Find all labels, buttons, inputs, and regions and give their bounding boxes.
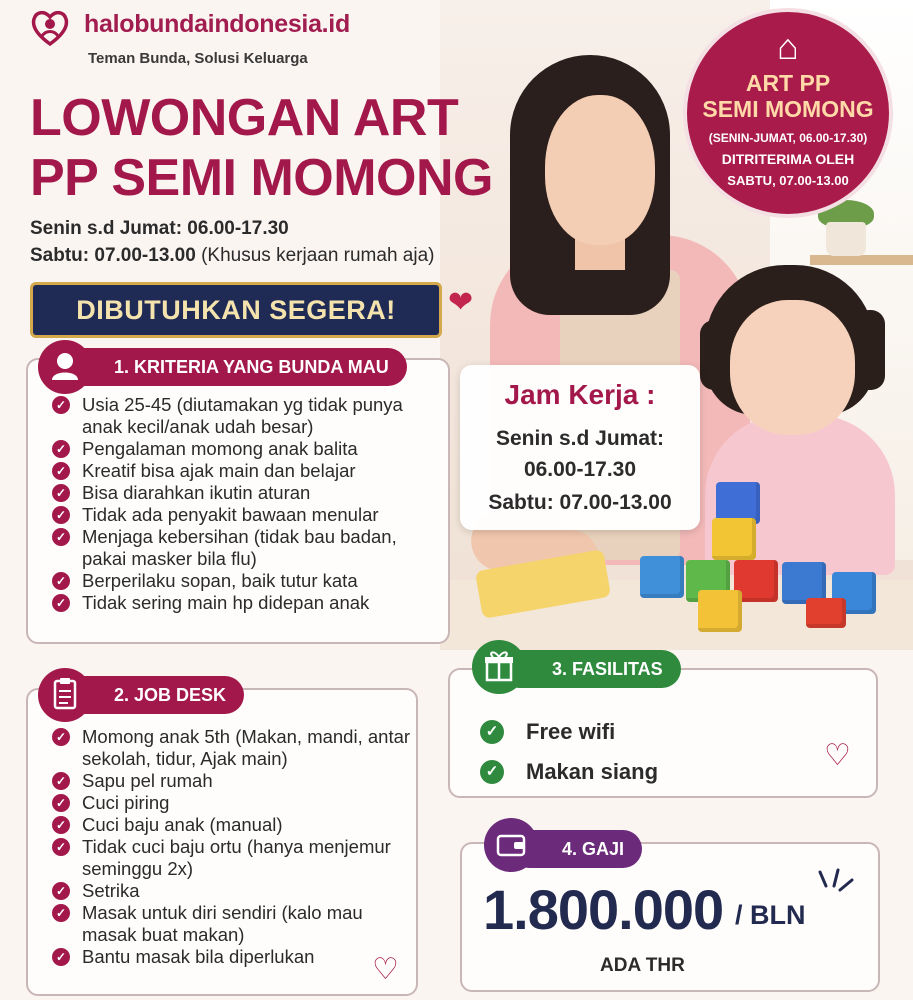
sparkle-icon bbox=[812, 868, 856, 908]
salary-amount: 1.800.000 bbox=[483, 878, 724, 941]
badge-line-1: ART PP bbox=[745, 70, 831, 96]
toy-block bbox=[712, 518, 756, 560]
toy-block bbox=[640, 556, 684, 598]
schedule-saturday bbox=[30, 245, 434, 267]
list-item: ✓ Tidak sering main hp didepan anak bbox=[52, 592, 444, 614]
schedule-saturday-label: Sabtu: 07.00-13.00 bbox=[30, 245, 196, 266]
urgent-banner-label: DIBUTUHKAN SEGERA! bbox=[76, 295, 396, 325]
wallet-icon bbox=[484, 818, 538, 872]
badge-line-2: SEMI MOMONG bbox=[702, 96, 874, 122]
criteria-list bbox=[52, 394, 444, 614]
badge-line-3: (SENIN-JUMAT, 06.00-17.30) bbox=[708, 131, 868, 145]
list-item: ✓ Momong anak 5th (Makan, mandi, antar sekolah, tidur, Ajak main) bbox=[52, 726, 412, 770]
person-icon bbox=[38, 340, 92, 394]
mother-child-heart-logo bbox=[30, 8, 70, 48]
list-item: ✓ Setrika bbox=[52, 880, 412, 902]
list-item: ✓ Cuci baju anak (manual) bbox=[52, 814, 412, 836]
heart-icon: ❤ bbox=[448, 286, 474, 319]
list-item: ✓ Tidak ada penyakit bawaan menular bbox=[52, 504, 444, 526]
work-hours-line-3: Sabtu: 07.00-13.00 bbox=[488, 491, 672, 514]
gift-icon bbox=[472, 640, 526, 694]
list-item: ✓ Bisa diarahkan ikutin aturan bbox=[52, 482, 444, 504]
list-item: ✓ Tidak cuci baju ortu (hanya menjemur seminggu 2x) bbox=[52, 836, 412, 880]
list-item: ✓ Menjaga kebersihan (tidak bau badan, pakai masker bila flu) bbox=[52, 526, 444, 570]
badge-line-4: DITRITERIMA OLEH bbox=[721, 151, 855, 167]
house-icon: ⌂ bbox=[777, 26, 799, 67]
plant-pot bbox=[826, 222, 866, 256]
work-hours-line-2: 06.00-17.30 bbox=[523, 458, 637, 481]
list-item: ✓ Berperilaku sopan, baik tutur kata bbox=[52, 570, 444, 592]
headline-line-2: PP SEMI MOMONG bbox=[30, 149, 493, 207]
facilities-list bbox=[480, 712, 780, 792]
toy-block bbox=[806, 598, 846, 628]
work-hours-title: Jam Kerja : bbox=[504, 379, 656, 410]
list-item: ✓ Usia 25-45 (diutamakan yg tidak punya anak kecil/anak udah besar) bbox=[52, 394, 444, 438]
schedule-weekday: Senin s.d Jumat: 06.00-17.30 bbox=[30, 218, 289, 239]
heart-outline-icon: ♡ bbox=[824, 739, 851, 772]
heart-outline-icon: ♡ bbox=[372, 953, 399, 986]
work-hours-line-1: Senin s.d Jumat: bbox=[495, 427, 665, 450]
list-item: ✓ Sapu pel rumah bbox=[52, 770, 412, 792]
list-item: ✓ Makan siang bbox=[480, 752, 780, 792]
schedule-saturday-note: (Khusus kerjaan rumah aja) bbox=[201, 245, 435, 266]
headline-line-1: LOWONGAN ART bbox=[30, 89, 459, 147]
toy-block bbox=[698, 590, 742, 632]
child-face bbox=[730, 300, 855, 435]
badge-line-5: SABTU, 07.00-13.00 bbox=[727, 173, 849, 188]
brand-tagline: Teman Bunda, Solusi Keluarga bbox=[88, 50, 308, 67]
list-item: ✓ Bantu masak bila diperlukan bbox=[52, 946, 412, 968]
clipboard-icon bbox=[38, 668, 92, 722]
list-item: ✓ Masak untuk diri sendiri (kalo mau masak buat makan) bbox=[52, 902, 412, 946]
criteria-header: 1. KRITERIA YANG BUNDA MAU bbox=[62, 348, 407, 386]
position-badge bbox=[683, 8, 893, 218]
work-hours-box bbox=[460, 365, 700, 530]
salary-unit: / BLN bbox=[735, 900, 806, 930]
jobdesk-header: 2. JOB DESK bbox=[62, 676, 244, 714]
jobdesk-list bbox=[52, 726, 412, 968]
brand-name: halobundaindonesia.id bbox=[84, 10, 350, 38]
facilities-header: 3. FASILITAS bbox=[500, 650, 681, 688]
list-item: ✓ Kreatif bisa ajak main dan belajar bbox=[52, 460, 444, 482]
list-item: ✓ Free wifi bbox=[480, 712, 780, 752]
shelf bbox=[810, 255, 913, 265]
mother-face bbox=[545, 95, 655, 245]
list-item: ✓ Cuci piring bbox=[52, 792, 412, 814]
salary-header: 4. GAJI bbox=[510, 830, 642, 868]
salary-note: ADA THR bbox=[600, 955, 685, 976]
list-item: ✓ Pengalaman momong anak balita bbox=[52, 438, 444, 460]
